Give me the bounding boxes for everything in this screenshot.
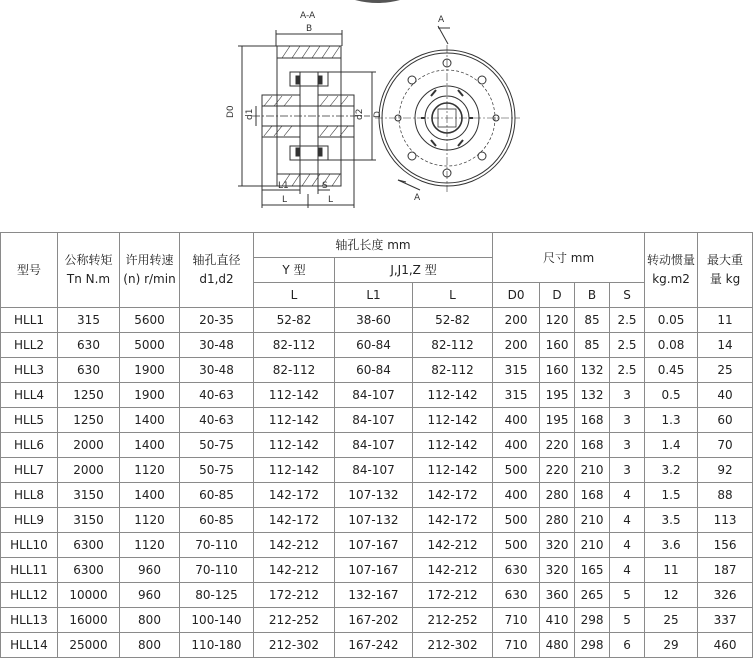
cell-bore: 60-85	[180, 483, 254, 508]
cell-d0: 500	[493, 508, 540, 533]
header-s: S	[610, 283, 645, 308]
cell-tn: 3150	[58, 483, 120, 508]
dim-l-left-label: L	[282, 195, 288, 205]
cell-inertia: 1.5	[645, 483, 698, 508]
cell-d0: 710	[493, 633, 540, 658]
cell-d0: 630	[493, 583, 540, 608]
cell-s: 3	[610, 458, 645, 483]
cell-inertia: 0.5	[645, 383, 698, 408]
cell-tn: 630	[58, 358, 120, 383]
cell-inertia: 12	[645, 583, 698, 608]
cell-l-j: 112-142	[413, 408, 493, 433]
cell-inertia: 29	[645, 633, 698, 658]
table-row	[1, 633, 753, 658]
cell-l-y: 112-142	[254, 458, 335, 483]
cell-l-y: 112-142	[254, 383, 335, 408]
cell-model: HLL10	[1, 533, 58, 558]
cell-model: HLL8	[1, 483, 58, 508]
cell-model: HLL1	[1, 308, 58, 333]
cell-n: 5600	[120, 308, 180, 333]
cell-d: 320	[540, 533, 575, 558]
cell-b: 132	[575, 358, 610, 383]
header-size: 尺寸 mm	[493, 233, 645, 283]
cell-n: 1120	[120, 458, 180, 483]
cell-l1: 167-242	[335, 633, 413, 658]
cell-l-j: 82-112	[413, 358, 493, 383]
cell-tn: 1250	[58, 408, 120, 433]
cell-d0: 630	[493, 558, 540, 583]
cell-s: 3	[610, 383, 645, 408]
cell-weight: 187	[698, 558, 753, 583]
cell-model: HLL3	[1, 358, 58, 383]
cell-weight: 70	[698, 433, 753, 458]
cell-s: 6	[610, 633, 645, 658]
cell-s: 2.5	[610, 358, 645, 383]
cell-d0: 200	[493, 333, 540, 358]
cell-d0: 315	[493, 358, 540, 383]
cell-l-j: 142-172	[413, 483, 493, 508]
cell-inertia: 0.05	[645, 308, 698, 333]
cell-weight: 92	[698, 458, 753, 483]
cell-inertia: 3.2	[645, 458, 698, 483]
cell-model: HLL7	[1, 458, 58, 483]
cell-n: 1900	[120, 383, 180, 408]
top-mark	[355, 0, 400, 3]
cell-tn: 630	[58, 333, 120, 358]
cell-s: 3	[610, 433, 645, 458]
header-weight-line2: 量 kg	[709, 272, 741, 286]
cell-l-j: 112-142	[413, 458, 493, 483]
table-row	[1, 358, 753, 383]
header-hole-length: 轴孔长度 mm	[254, 233, 493, 258]
cell-bore: 30-48	[180, 358, 254, 383]
header-y-type: Y 型	[254, 258, 335, 283]
cell-l1: 107-167	[335, 558, 413, 583]
cell-n: 960	[120, 558, 180, 583]
cell-d: 280	[540, 483, 575, 508]
cell-l-y: 142-212	[254, 558, 335, 583]
cell-l-j: 112-142	[413, 433, 493, 458]
cell-tn: 25000	[58, 633, 120, 658]
cell-d0: 315	[493, 383, 540, 408]
dim-d-label: D	[373, 111, 383, 118]
cell-weight: 14	[698, 333, 753, 358]
cell-d0: 500	[493, 533, 540, 558]
cell-model: HLL6	[1, 433, 58, 458]
header-torque	[58, 233, 120, 308]
cell-l1: 84-107	[335, 408, 413, 433]
cell-d: 195	[540, 408, 575, 433]
cell-bore: 70-110	[180, 558, 254, 583]
cell-weight: 113	[698, 508, 753, 533]
cell-bore: 50-75	[180, 433, 254, 458]
cell-tn: 16000	[58, 608, 120, 633]
table-row	[1, 433, 753, 458]
cell-n: 1120	[120, 508, 180, 533]
cell-bore: 40-63	[180, 408, 254, 433]
cell-tn: 2000	[58, 433, 120, 458]
cell-n: 1400	[120, 483, 180, 508]
cell-l-j: 112-142	[413, 383, 493, 408]
cell-d: 220	[540, 458, 575, 483]
header-speed-line1: 许用转速	[125, 253, 174, 267]
cell-n: 1120	[120, 533, 180, 558]
cell-d0: 500	[493, 458, 540, 483]
cell-d: 410	[540, 608, 575, 633]
cell-l-j: 212-252	[413, 608, 493, 633]
cell-l-y: 212-252	[254, 608, 335, 633]
cell-l-y: 82-112	[254, 358, 335, 383]
cell-d: 160	[540, 358, 575, 383]
cell-d: 195	[540, 383, 575, 408]
cell-s: 3	[610, 408, 645, 433]
cell-b: 165	[575, 558, 610, 583]
cell-bore: 20-35	[180, 308, 254, 333]
cell-tn: 2000	[58, 458, 120, 483]
header-d: D	[540, 283, 575, 308]
table-row	[1, 383, 753, 408]
cell-model: HLL13	[1, 608, 58, 633]
cell-l-j: 142-212	[413, 533, 493, 558]
cell-model: HLL4	[1, 383, 58, 408]
cell-tn: 1250	[58, 383, 120, 408]
table-row	[1, 508, 753, 533]
cell-b: 85	[575, 333, 610, 358]
header-speed	[120, 233, 180, 308]
cell-n: 800	[120, 633, 180, 658]
cell-weight: 337	[698, 608, 753, 633]
cell-tn: 6300	[58, 533, 120, 558]
cell-n: 1400	[120, 408, 180, 433]
cell-weight: 156	[698, 533, 753, 558]
cell-d: 360	[540, 583, 575, 608]
cell-weight: 60	[698, 408, 753, 433]
cell-l1: 107-132	[335, 483, 413, 508]
cell-model: HLL9	[1, 508, 58, 533]
header-weight-line1: 最大重	[707, 253, 744, 267]
cell-l-j: 212-302	[413, 633, 493, 658]
cell-l1: 132-167	[335, 583, 413, 608]
dim-l1-label: L1	[278, 181, 289, 191]
table-row	[1, 533, 753, 558]
cell-b: 298	[575, 608, 610, 633]
cell-b: 210	[575, 508, 610, 533]
header-torque-line1: 公称转矩	[64, 253, 113, 267]
cell-b: 168	[575, 483, 610, 508]
cell-weight: 40	[698, 383, 753, 408]
table-row	[1, 558, 753, 583]
header-torque-line2: Tn N.m	[66, 272, 111, 286]
table-row	[1, 483, 753, 508]
header-j-type: J,J1,Z 型	[335, 258, 493, 283]
cell-l1: 38-60	[335, 308, 413, 333]
cell-weight: 25	[698, 358, 753, 383]
cell-b: 210	[575, 458, 610, 483]
cell-l1: 107-132	[335, 508, 413, 533]
cell-inertia: 1.3	[645, 408, 698, 433]
cell-l-y: 142-212	[254, 533, 335, 558]
coupling-spec-table	[0, 232, 753, 658]
dim-d2-label: d2	[355, 108, 365, 120]
cell-l1: 84-107	[335, 383, 413, 408]
cell-d: 280	[540, 508, 575, 533]
cell-d0: 400	[493, 433, 540, 458]
cell-d0: 400	[493, 483, 540, 508]
header-speed-line2: (n) r/min	[123, 272, 176, 286]
cell-tn: 3150	[58, 508, 120, 533]
cell-inertia: 0.08	[645, 333, 698, 358]
cell-d: 480	[540, 633, 575, 658]
cell-l-y: 52-82	[254, 308, 335, 333]
cell-l-j: 142-212	[413, 558, 493, 583]
header-l-j: L	[413, 283, 493, 308]
dim-l-right-label: L	[328, 195, 334, 205]
cell-bore: 50-75	[180, 458, 254, 483]
cell-l-y: 112-142	[254, 408, 335, 433]
cell-s: 4	[610, 558, 645, 583]
cell-d: 160	[540, 333, 575, 358]
cell-bore: 60-85	[180, 508, 254, 533]
cell-l-j: 82-112	[413, 333, 493, 358]
cell-l1: 107-167	[335, 533, 413, 558]
cell-bore: 100-140	[180, 608, 254, 633]
cell-weight: 460	[698, 633, 753, 658]
table-row	[1, 458, 753, 483]
cell-s: 5	[610, 583, 645, 608]
cell-tn: 10000	[58, 583, 120, 608]
header-inertia-line1: 转动惯量	[647, 253, 696, 267]
cell-s: 2.5	[610, 308, 645, 333]
table-body	[1, 308, 753, 658]
cell-s: 4	[610, 508, 645, 533]
cell-d: 320	[540, 558, 575, 583]
cell-l-y: 212-302	[254, 633, 335, 658]
header-inertia	[645, 233, 698, 308]
cell-l1: 84-107	[335, 433, 413, 458]
cell-n: 800	[120, 608, 180, 633]
cell-l1: 60-84	[335, 358, 413, 383]
cell-l-y: 172-212	[254, 583, 335, 608]
section-a-top-label: A	[438, 15, 445, 25]
header-inertia-line2: kg.m2	[652, 272, 690, 286]
cell-l1: 84-107	[335, 458, 413, 483]
header-weight	[698, 233, 753, 308]
cell-inertia: 1.4	[645, 433, 698, 458]
cell-weight: 88	[698, 483, 753, 508]
cell-model: HLL14	[1, 633, 58, 658]
header-d0: D0	[493, 283, 540, 308]
cell-l-y: 142-172	[254, 508, 335, 533]
cell-tn: 6300	[58, 558, 120, 583]
cell-d: 120	[540, 308, 575, 333]
cell-s: 4	[610, 533, 645, 558]
cell-b: 85	[575, 308, 610, 333]
cell-inertia: 11	[645, 558, 698, 583]
header-bore	[180, 233, 254, 308]
cell-d0: 200	[493, 308, 540, 333]
table-row	[1, 333, 753, 358]
header-l1-j: L1	[335, 283, 413, 308]
dim-b-label: B	[306, 24, 313, 34]
cell-l1: 60-84	[335, 333, 413, 358]
cell-l-j: 172-212	[413, 583, 493, 608]
header-b: B	[575, 283, 610, 308]
table-row	[1, 583, 753, 608]
header-l-y: L	[254, 283, 335, 308]
front-view	[375, 26, 520, 192]
cell-n: 5000	[120, 333, 180, 358]
cell-n: 960	[120, 583, 180, 608]
dim-d0-label: D0	[226, 105, 236, 118]
cell-l-j: 142-172	[413, 508, 493, 533]
section-a-bottom-label: A	[414, 193, 421, 203]
cell-l1: 167-202	[335, 608, 413, 633]
cell-model: HLL2	[1, 333, 58, 358]
cell-inertia: 0.45	[645, 358, 698, 383]
cell-d0: 400	[493, 408, 540, 433]
cell-b: 168	[575, 408, 610, 433]
cell-n: 1400	[120, 433, 180, 458]
cell-s: 5	[610, 608, 645, 633]
header-bore-line2: d1,d2	[199, 272, 234, 286]
cell-l-y: 112-142	[254, 433, 335, 458]
cell-d0: 710	[493, 608, 540, 633]
cell-inertia: 3.6	[645, 533, 698, 558]
cell-l-y: 82-112	[254, 333, 335, 358]
cell-l-j: 52-82	[413, 308, 493, 333]
cell-l-y: 142-172	[254, 483, 335, 508]
cell-bore: 110-180	[180, 633, 254, 658]
cell-s: 2.5	[610, 333, 645, 358]
cell-b: 265	[575, 583, 610, 608]
table-row	[1, 608, 753, 633]
cell-model: HLL11	[1, 558, 58, 583]
cell-model: HLL5	[1, 408, 58, 433]
cell-bore: 30-48	[180, 333, 254, 358]
dim-s-label: S	[322, 181, 328, 191]
header-model: 型号	[1, 233, 58, 308]
cell-bore: 40-63	[180, 383, 254, 408]
header-bore-line1: 轴孔直径	[192, 253, 241, 267]
coupling-drawing	[0, 0, 755, 232]
cell-b: 210	[575, 533, 610, 558]
cell-n: 1900	[120, 358, 180, 383]
cell-b: 168	[575, 433, 610, 458]
section-label: A-A	[300, 11, 316, 21]
cell-inertia: 25	[645, 608, 698, 633]
table-header	[1, 233, 753, 308]
cell-bore: 70-110	[180, 533, 254, 558]
cell-weight: 11	[698, 308, 753, 333]
cell-b: 132	[575, 383, 610, 408]
cell-tn: 315	[58, 308, 120, 333]
cell-b: 298	[575, 633, 610, 658]
dim-d1-label: d1	[245, 108, 255, 120]
cell-model: HLL12	[1, 583, 58, 608]
table-row	[1, 408, 753, 433]
cell-d: 220	[540, 433, 575, 458]
table-row	[1, 308, 753, 333]
cell-s: 4	[610, 483, 645, 508]
cell-weight: 326	[698, 583, 753, 608]
cell-bore: 80-125	[180, 583, 254, 608]
cell-inertia: 3.5	[645, 508, 698, 533]
